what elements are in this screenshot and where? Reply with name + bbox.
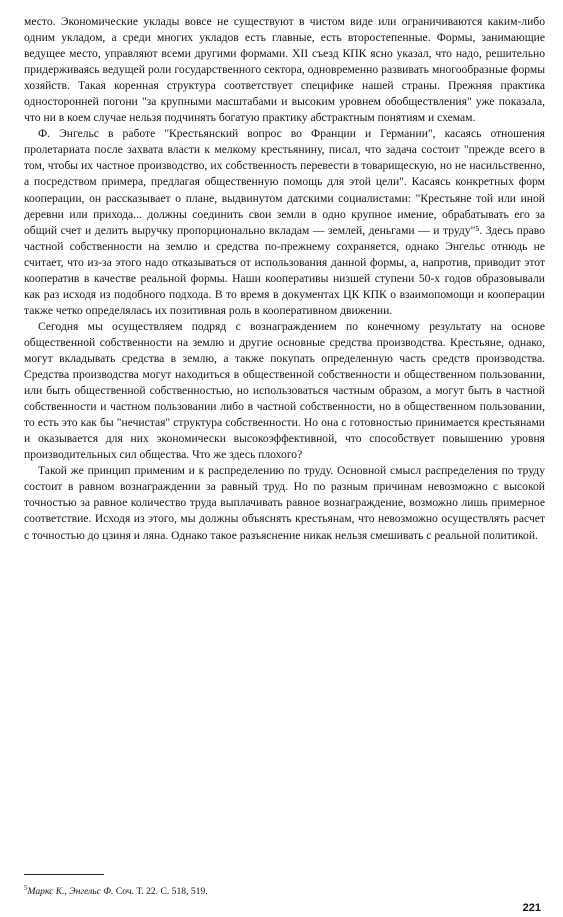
footnote-authors: Маркс К., Энгельс Ф. (27, 886, 114, 898)
footnote (24, 882, 208, 898)
paragraph-3: Сегодня мы осуществляем подряд с вознаграждением по конечному результату на основе общественной собственности на землю и другие основные средства производства. Крестьяне, однако, могут вкладывать средства в землю, а также покупать определенную часть средств производства. Средства производства могут находиться в общественной собственности и общественном пользовании, или быть общественной собственностью, но использоваться частным образом, а могут быть в частной собственности и частном пользовании либо в частной собственности, но в общественном пользовании, то есть это как бы "нечистая" структура собственности. Но она с готовностью принимается крестьянами и оказывается для них экономически высокоэффективной, что способствует повышению уровня производительных сил общества. Что же здесь плохого? (24, 319, 545, 462)
paragraph-1: место. Экономические уклады вовсе не существуют в чистом виде или ограничиваются каким-либо одним укладом, а среди многих укладов есть главные, есть второстепенные. Формы, занимающие ведущее место, управляют всеми другими формами. XII съезд КПК ясно указал, что надо, решительно придерживаясь ведущей роли государственного сектора, одновременно развивать многообразные формы хозяйств. Такая коренная структура соответствует специфике нашей страны. Прежняя практика односторонней погони "за крупными масштабами и высоким уровнем обобществления" уже показала, что ни в коем случае нельзя подчинять богатую практику абстрактным понятиям и схемам. (24, 15, 545, 125)
paragraph-4: Такой же принцип применим и к распределению по труду. Основной смысл распределения по труду состоит в равном вознаграждении за равный труд. Но по разным причинам невозможно с высокой точностью за равное количество труда выплачивать равное вознаграждение, возможно лишь примерное соответствие. Исходя из этого, мы должны объяснять крестьянам, что невозможно осуществлять расчет с точностью до цзиня и ляна. Однако такое разъяснение никак нельзя смешивать с реальной политикой. (24, 464, 545, 542)
footnote-text: Соч. Т. 22. С. 518, 519. (115, 886, 208, 898)
book-page (24, 14, 545, 914)
page-number: 221 (522, 902, 541, 914)
footnote-marker: 5 (24, 884, 28, 892)
footnote-divider (24, 874, 104, 875)
paragraph-2: Ф. Энгельс в работе "Крестьянский вопрос во Франции и Германии", касаясь отношения пролетариата после захвата власти к мелкому крестьянину, писал, что задача состоит "прежде всего в том, чтобы их частное производство, их собственность перевести в товарищескую, но не насильственно, а посредством примера, предлагая общественную помощь для этой цели". Касаясь конкретных форм кооперации, он рассказывает о плане, выдвинутом датскими социалистами: "Крестьяне той или иной деревни или прихода... должны соединить свои земли в одно крупное имение, обрабатывать его за общий счет и делить выручку пропорционально вкладам — землей, деньгами — и труду"⁵. Здесь право частной собственности на землю и средства по-прежнему сохраняется, однако Энгельс отнюдь не считает, что из-за этого надо отказываться от использования данной формы, а, напротив, приводит этот кооператив в качестве реальной формы. Наши кооперативы низшей ступени 50-х годов образовывали как раз исходя из подобного подхода. В то время в документах ЦК КПК о взаимопомощи и кооперации также четко определялась их позитивная роль в кооперативном движении. (24, 127, 545, 317)
